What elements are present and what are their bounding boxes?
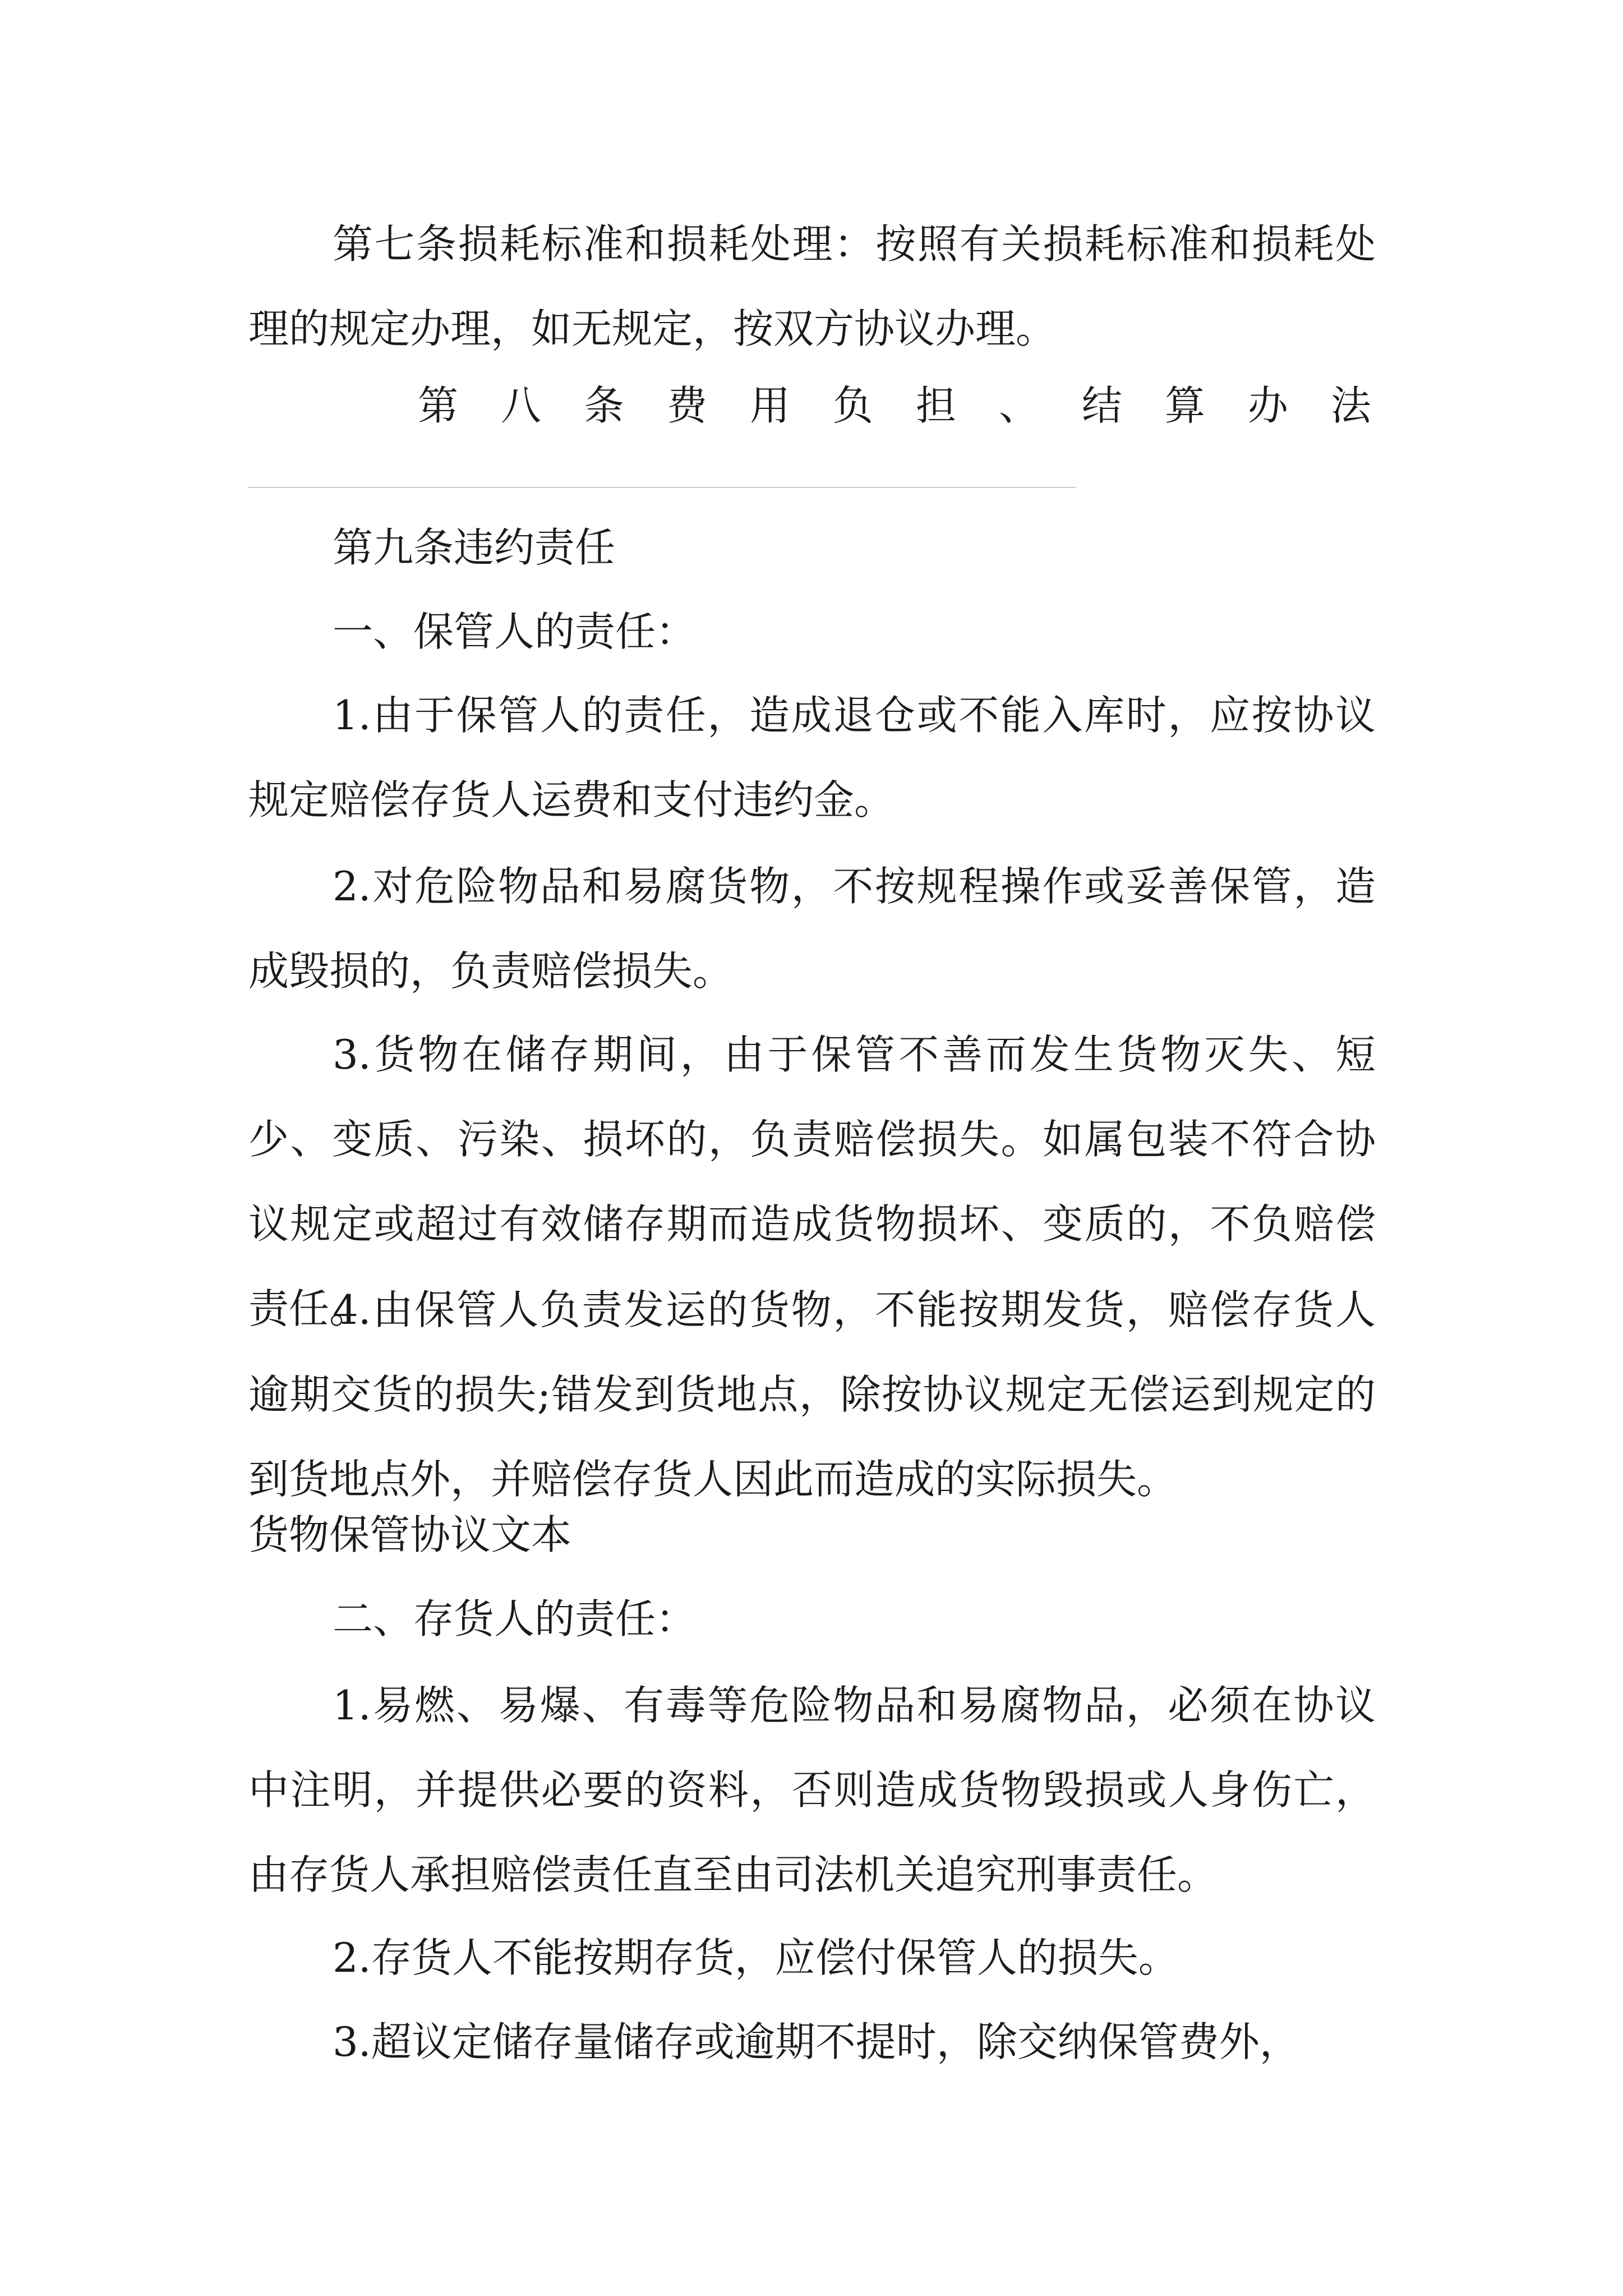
article-8-char: 负 xyxy=(832,382,873,429)
custodian-item: 2.对危险物品和易腐货物，不按规程操作或妥善保管，造成毁损的，负责赔偿损失。 xyxy=(248,863,1376,995)
article-8-char: 算 xyxy=(1164,382,1205,429)
depositor-item: 3.超议定储存量储存或逾期不提时，除交纳保管费外， xyxy=(333,2018,1300,2065)
article-7-paragraph: 第七条损耗标准和损耗处理：按照有关损耗标准和损耗处理的规定办理，如无规定，按双方协议办理。 xyxy=(248,220,1376,352)
article-8-char: 用 xyxy=(749,382,790,429)
fill-in-blank-line xyxy=(248,487,1076,488)
custodian-item: 3.货物在储存期间，由于保管不善而发生货物灭失、短少、变质、污染、损坏的，负责赔偿损失。如属包装不符合协议规定或超过有效储存期而造成货物损坏、变质的，不负赔偿责任。 xyxy=(248,1031,1376,1332)
article-8-heading xyxy=(418,373,1371,431)
article-9-title: 第九条违约责任 xyxy=(333,524,616,571)
depositor-responsibility-heading: 二、存货人的责任： xyxy=(333,1595,697,1642)
custodian-responsibility-heading: 一、保管人的责任： xyxy=(333,608,697,655)
article-8-char: 、 xyxy=(998,382,1039,429)
custodian-item: 4.由保管人负责发运的货物，不能按期发货，赔偿存货人逾期交货的损失;错发到货地点，除按协议规定无偿运到规定的到货地点外，并赔偿存货人因此而造成的实际损失。 xyxy=(248,1286,1376,1503)
document-title-line: 货物保管协议文本 xyxy=(248,1511,572,1558)
article-8-char: 办 xyxy=(1247,382,1288,429)
custodian-item: 1.由于保管人的责任，造成退仓或不能入库时，应按协议规定赔偿存货人运费和支付违约金。 xyxy=(248,692,1376,823)
article-8-char: 费 xyxy=(666,382,707,429)
article-8-char: 条 xyxy=(583,382,624,429)
article-8-char: 法 xyxy=(1330,382,1371,429)
article-8-char: 结 xyxy=(1081,382,1122,429)
article-8-char: 担 xyxy=(915,382,956,429)
depositor-item: 1.易燃、易爆、有毒等危险物品和易腐物品，必须在协议中注明，并提供必要的资料，否则造成货物毁损或人身伤亡，由存货人承担赔偿责任直至由司法机关追究刑事责任。 xyxy=(248,1682,1376,1898)
article-8-char: 第 xyxy=(418,382,459,429)
depositor-item: 2.存货人不能按期存货，应偿付保管人的损失。 xyxy=(333,1934,1179,1981)
article-8-char: 八 xyxy=(500,382,541,429)
